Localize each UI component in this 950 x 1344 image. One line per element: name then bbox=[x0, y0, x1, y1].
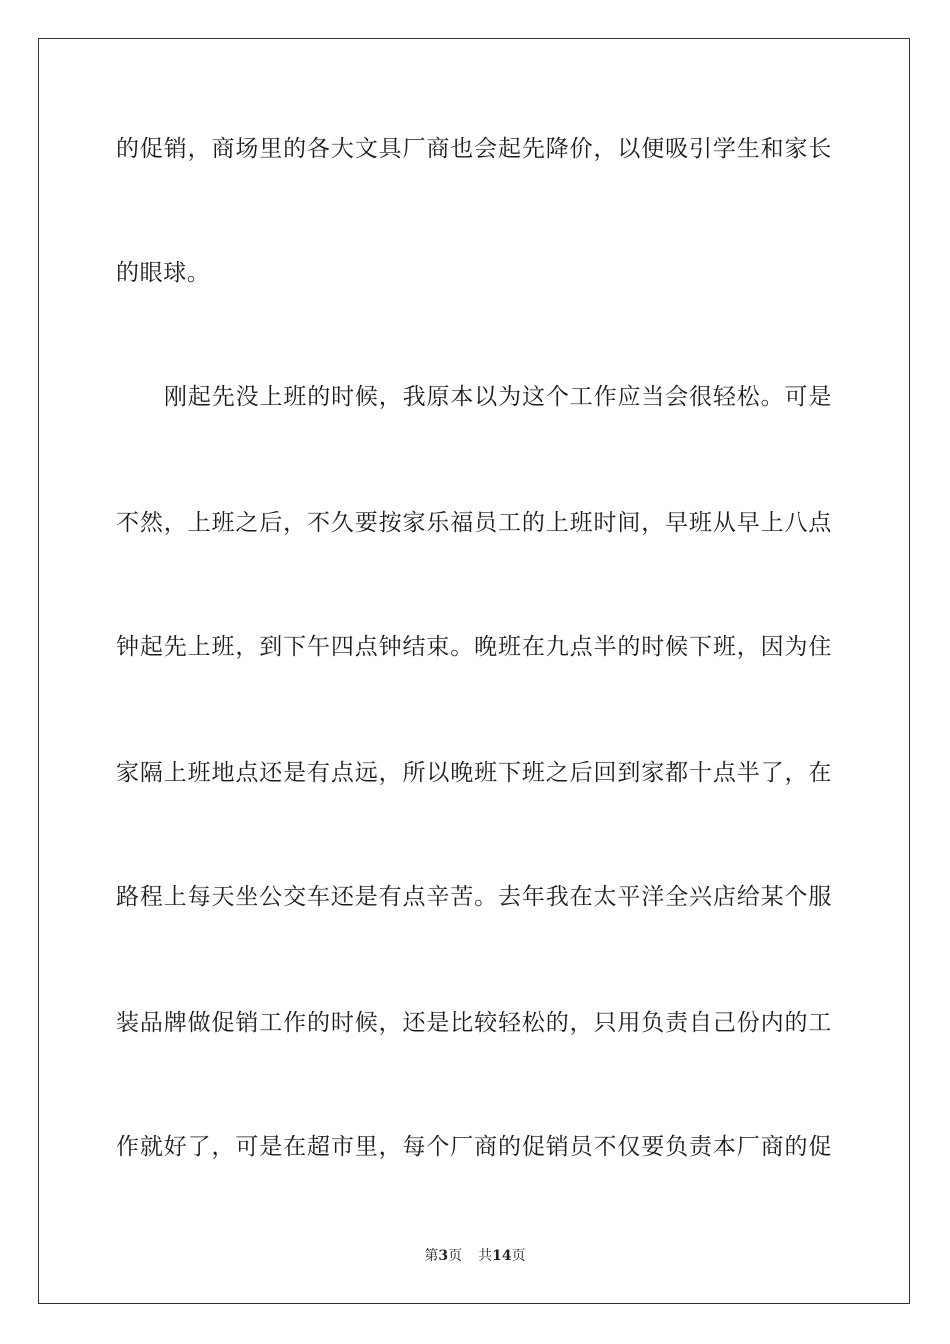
page-prefix: 第 bbox=[424, 1248, 439, 1264]
text-line-9: 作就好了，可是在超市里，每个厂商的促销员不仅要负责本厂商的促 bbox=[116, 1134, 832, 1160]
text-line-1: 的促销，商场里的各大文具厂商也会起先降价，以便吸引学生和家长 bbox=[116, 136, 832, 162]
text-line-8: 装品牌做促销工作的时候，还是比较轻松的，只用负责自己份内的工 bbox=[116, 1010, 832, 1036]
page-footer bbox=[0, 1246, 950, 1266]
text-line-2: 的眼球。 bbox=[116, 260, 211, 286]
page-number: 3 bbox=[438, 1248, 449, 1264]
total-pages: 14 bbox=[492, 1248, 512, 1264]
page-border bbox=[38, 38, 910, 1304]
text-line-3: 刚起先没上班的时候，我原本以为这个工作应当会很轻松。可是 bbox=[164, 384, 832, 410]
text-line-5: 钟起先上班，到下午四点钟结束。晚班在九点半的时候下班，因为住 bbox=[116, 634, 832, 660]
text-line-4: 不然，上班之后，不久要按家乐福员工的上班时间，早班从早上八点 bbox=[116, 510, 832, 536]
total-prefix: 共 bbox=[478, 1248, 493, 1264]
total-suffix: 页 bbox=[511, 1248, 526, 1264]
text-line-6: 家隔上班地点还是有点远，所以晚班下班之后回到家都十点半了，在 bbox=[116, 760, 832, 786]
text-line-7: 路程上每天坐公交车还是有点辛苦。去年我在太平洋全兴店给某个服 bbox=[116, 884, 832, 910]
page-suffix: 页 bbox=[448, 1248, 463, 1264]
